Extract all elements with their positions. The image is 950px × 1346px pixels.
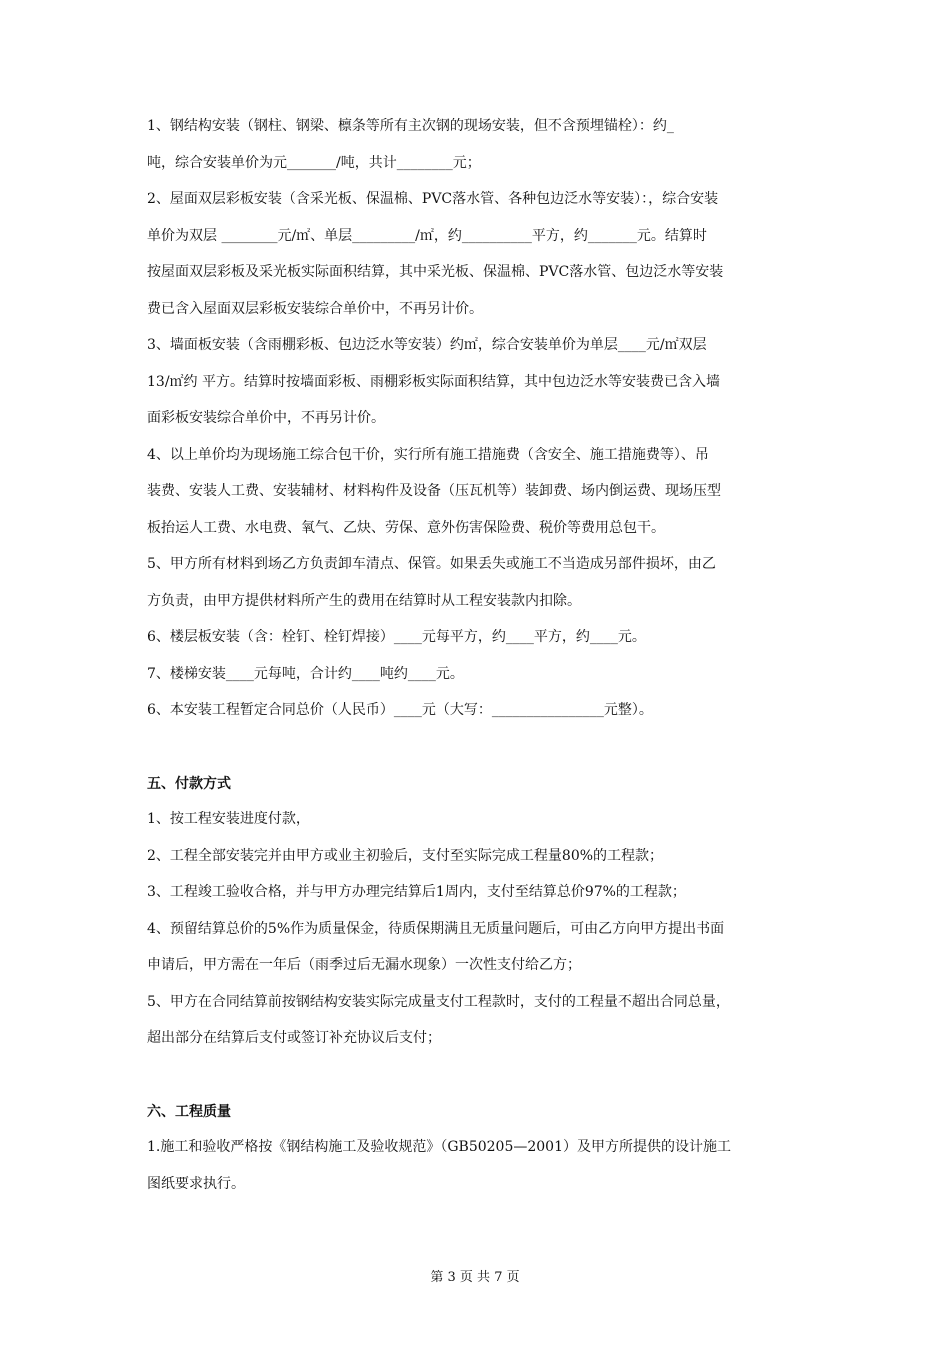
paragraph-line: 5、甲方所有材料到场乙方负责卸车清点、保管。如果丢失或施工不当造成另部件损坏，由乙: [147, 556, 716, 572]
paragraph-line: 13/㎡约 平方。结算时按墙面彩板、雨棚彩板实际面积结算，其中包边泛水等安装费已含入墙: [147, 373, 720, 390]
paragraph-line: 图纸要求执行。: [147, 1175, 245, 1192]
page-number: 第 3 页 共 7 页: [430, 1270, 520, 1285]
pricing-section: [147, 108, 807, 729]
paragraph-line: 费已含入屋面双层彩板安装综合单价中，不再另计价。: [147, 300, 483, 317]
paragraph-line: 申请后，甲方需在一年后（雨季过后无漏水现象）一次性支付给乙方；: [147, 957, 581, 973]
paragraph-line: 超出部分在结算后支付或签订补充协议后支付；: [147, 1030, 441, 1046]
section-heading-quality: 六、工程质量: [147, 1104, 231, 1120]
paragraph-line: 3、工程竣工验收合格，并与甲方办理完结算后1周内，支付至结算总价97%的工程款；: [147, 884, 686, 900]
paragraph-line: 面彩板安装综合单价中，不再另计价。: [147, 410, 385, 426]
paragraph-line: 按屋面双层彩板及采光板实际面积结算，其中采光板、保温棉、PVC落水管、包边泛水等安装: [147, 264, 724, 280]
quality-section: [147, 1095, 807, 1202]
section-heading-payment: 五、付款方式: [147, 776, 231, 792]
paragraph-line: 7、楼梯安装____元每吨，合计约____吨约____元。: [147, 665, 464, 682]
paragraph-line: 4、预留结算总价的5%作为质量保金，待质保期满且无质量问题后，可由乙方向甲方提出书面: [147, 920, 725, 937]
paragraph-line: 装费、安装人工费、安装辅材、材料构件及设备（压瓦机等）装卸费、场内倒运费、现场压型: [147, 483, 721, 499]
paragraph-line: 4、以上单价均为现场施工综合包干价，实行所有施工措施费（含安全、施工措施费等）、吊: [147, 446, 709, 463]
paragraph-line: 2、工程全部安装完并由甲方或业主初验后，支付至实际完成工程量80%的工程款；: [147, 847, 664, 864]
paragraph-line: 1、按工程安装进度付款，: [147, 811, 310, 827]
paragraph-line: 方负责，由甲方提供材料所产生的费用在结算时从工程安装款内扣除。: [147, 592, 581, 609]
paragraph-line: 6、本安装工程暂定合同总价（人民币）____元（大写：________________元整）。: [147, 702, 653, 718]
paragraph-line: 1.施工和验收严格按《钢结构施工及验收规范》（GB50205—2001）及甲方所提供的设计施工: [147, 1139, 731, 1155]
paragraph-line: 板抬运人工费、水电费、氧气、乙炔、劳保、意外伤害保险费、税价等费用总包干。: [147, 519, 665, 536]
paragraph-line: 5、甲方在合同结算前按钢结构安装实际完成量支付工程款时，支付的工程量不超出合同总量，: [147, 993, 730, 1010]
paragraph-line: 1、钢结构安装（钢柱、钢梁、檩条等所有主次钢的现场安装，但不含预埋锚栓）：约_: [147, 118, 674, 134]
paragraph-line: 6、楼层板安装（含：栓钉、栓钉焊接）____元每平方，约____平方，约____元。: [147, 629, 646, 645]
paragraph-line: 3、墙面板安装（含雨棚彩板、包边泛水等安装）约㎡，综合安装单价为单层____元/㎡双层: [147, 337, 707, 353]
payment-section: [147, 767, 807, 1057]
paragraph-line: 单价为双层 ________元/㎡、单层_________/㎡，约__________平方，约_______元。结算时: [147, 227, 707, 244]
paragraph-line: 2、屋面双层彩板安装（含采光板、保温棉、PVC落水管、各种包边泛水等安装）：，综合安装: [147, 191, 719, 207]
paragraph-line: 吨，综合安装单价为元_______/吨，共计________元；: [147, 154, 481, 171]
